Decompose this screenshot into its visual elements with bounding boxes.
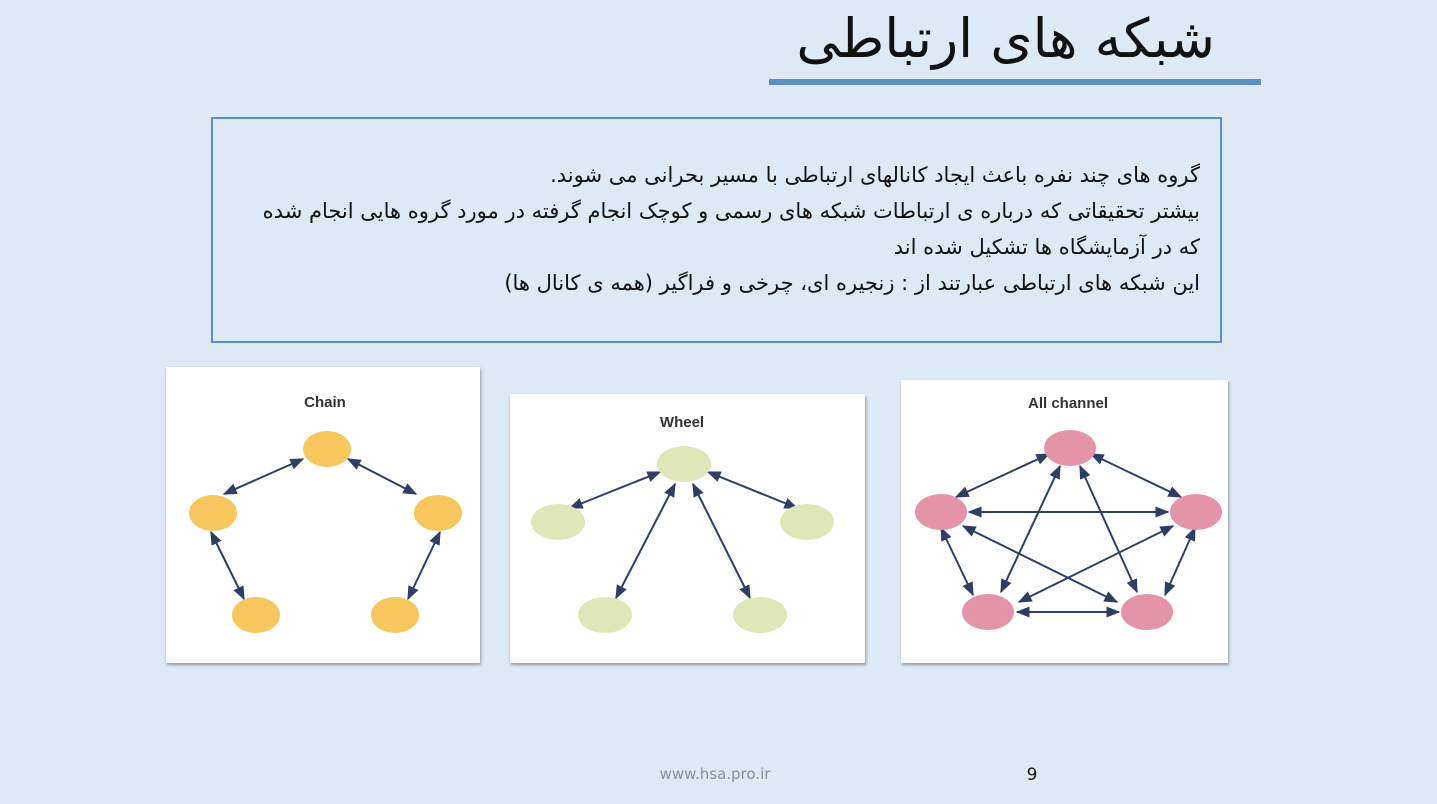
title-underline (769, 79, 1261, 85)
page-number: 9 (1026, 765, 1038, 785)
chain-diagram (166, 367, 480, 663)
all-channel-diagram (901, 380, 1228, 663)
chain-edge (408, 532, 440, 599)
chain-edge (224, 459, 303, 494)
wheel-edge (708, 472, 797, 508)
chain-node (414, 495, 462, 531)
chain-edge (211, 532, 244, 599)
all-channel-edge (1091, 454, 1181, 497)
wheel-nodes (531, 446, 834, 633)
slide-title: شبکه های ارتباطی (796, 7, 1215, 70)
footer-url: www.hsa.pro.ir (659, 765, 771, 783)
all-channel-edge (956, 454, 1049, 497)
chain-edge (348, 459, 416, 494)
all-channel-node (915, 494, 967, 530)
chain-node (371, 597, 419, 633)
chain-node (189, 495, 237, 531)
all-channel-node (1121, 594, 1173, 630)
chain-node (303, 431, 351, 467)
all-channel-edge (1001, 466, 1060, 592)
wheel-label: Wheel (659, 414, 705, 431)
paragraph-1: گروه های چند نفره باعث ایجاد کانالهای ارتباطی با مسیر بحرانی می شوند. (550, 163, 1200, 187)
all-channel-nodes (915, 430, 1222, 630)
all-channel-edge (941, 528, 973, 595)
all-channel-edge (1080, 466, 1137, 592)
wheel-edge (693, 484, 750, 598)
all-channel-diagram-graphic (901, 380, 1228, 663)
wheel-edge (616, 484, 675, 598)
chain-nodes (189, 431, 462, 633)
text-box (211, 117, 1222, 343)
chain-diagram-graphic (166, 367, 480, 663)
all-channel-node (1044, 430, 1096, 466)
wheel-edge (570, 472, 660, 508)
all-channel-label: All channel (1027, 395, 1109, 412)
paragraph-2: بیشتر تحقیقاتی که درباره ی ارتباطات شبکه های رسمی و کوچک انجام گرفته در مورد گروه هایی انجام شده که در آزمایشگاه ها تشکیل شده اند (262, 199, 1200, 259)
paragraph-3: این شبکه های ارتباطی عبارتند از : زنجیره ای، چرخی و فراگیر (همه ی کانال ها) (504, 271, 1200, 295)
wheel-node (578, 597, 632, 633)
wheel-diagram (510, 394, 865, 663)
wheel-node (733, 597, 787, 633)
wheel-hub-node (657, 446, 711, 482)
chain-node (232, 597, 280, 633)
all-channel-edge (1165, 528, 1195, 595)
wheel-node (780, 504, 834, 540)
all-channel-node (962, 594, 1014, 630)
wheel-node (531, 504, 585, 540)
all-channel-node (1170, 494, 1222, 530)
text-body (249, 157, 1200, 301)
wheel-diagram-graphic (510, 394, 865, 663)
chain-label: Chain (304, 394, 346, 411)
